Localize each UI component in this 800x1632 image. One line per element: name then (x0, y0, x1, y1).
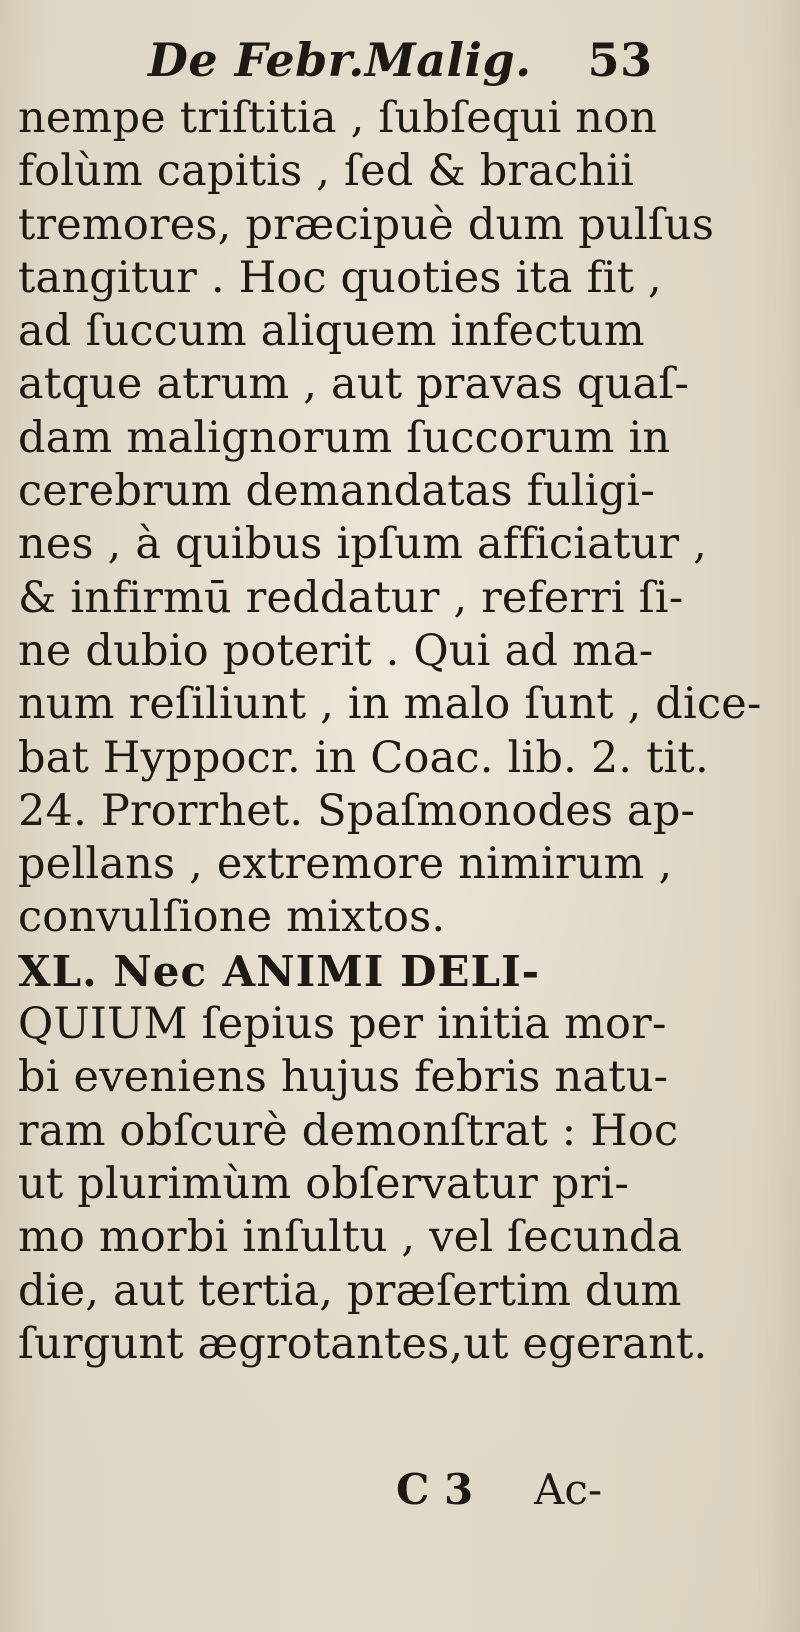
text-line: folùm capitis , ſed & brachii (18, 146, 635, 197)
text-block (18, 92, 788, 1371)
text-line: die, aut tertia, præſertim dum (18, 1265, 682, 1316)
text-line: bi eveniens hujus febris natu- (18, 1052, 669, 1103)
text-line: 24. Prorrhet. Spaſmonodes ap- (18, 785, 696, 836)
text-line: pellans , extremore nimirum , (18, 839, 673, 890)
text-line: cerebrum demandatas fuligi- (18, 466, 655, 517)
text-line: atque atrum , aut pravas quaſ- (18, 359, 690, 410)
section-heading: XL. Nec ANIMI DELI- (18, 946, 541, 996)
catchword: Ac- (534, 1465, 603, 1514)
signature-line (18, 1462, 788, 1518)
text-line: num reſiliunt , in malo ſunt , dice- (18, 679, 762, 730)
signature-mark: C 3 (396, 1465, 474, 1514)
text-line: ſurgunt ægrotantes,ut egerant. (18, 1318, 708, 1369)
text-line: bat Hyppocr. in Coac. lib. 2. tit. (18, 732, 709, 783)
running-head (148, 32, 668, 88)
page-number: 53 (587, 33, 653, 87)
text-line: ram obſcurè demonſtrat : Hoc (18, 1105, 679, 1156)
text-line: mo morbi inſultu , vel ſecunda (18, 1212, 683, 1263)
text-line: ad ſuccum aliquem infectum (18, 306, 645, 357)
text-line: dam malignorum ſuccorum in (18, 412, 671, 463)
text-line: nes , à quibus ipſum afficiatur , (18, 519, 707, 570)
text-line: nempe triſtitia , ſubſequi non (18, 93, 658, 143)
text-line: ut plurimùm obſervatur pri- (18, 1158, 630, 1209)
running-title: De Febr.Malig. (148, 33, 532, 87)
text-line: ne dubio poterit . Qui ad ma- (18, 625, 654, 676)
text-line: & infirmū reddatur , referri ſi- (18, 572, 684, 623)
text-line: convulſione mixtos. (18, 892, 446, 943)
text-line: tangitur . Hoc quoties ita fit , (18, 252, 662, 303)
text-line: QUIUM ſepius per initia mor- (18, 999, 667, 1050)
text-line: tremores, præcipuè dum pulſus (18, 199, 715, 250)
